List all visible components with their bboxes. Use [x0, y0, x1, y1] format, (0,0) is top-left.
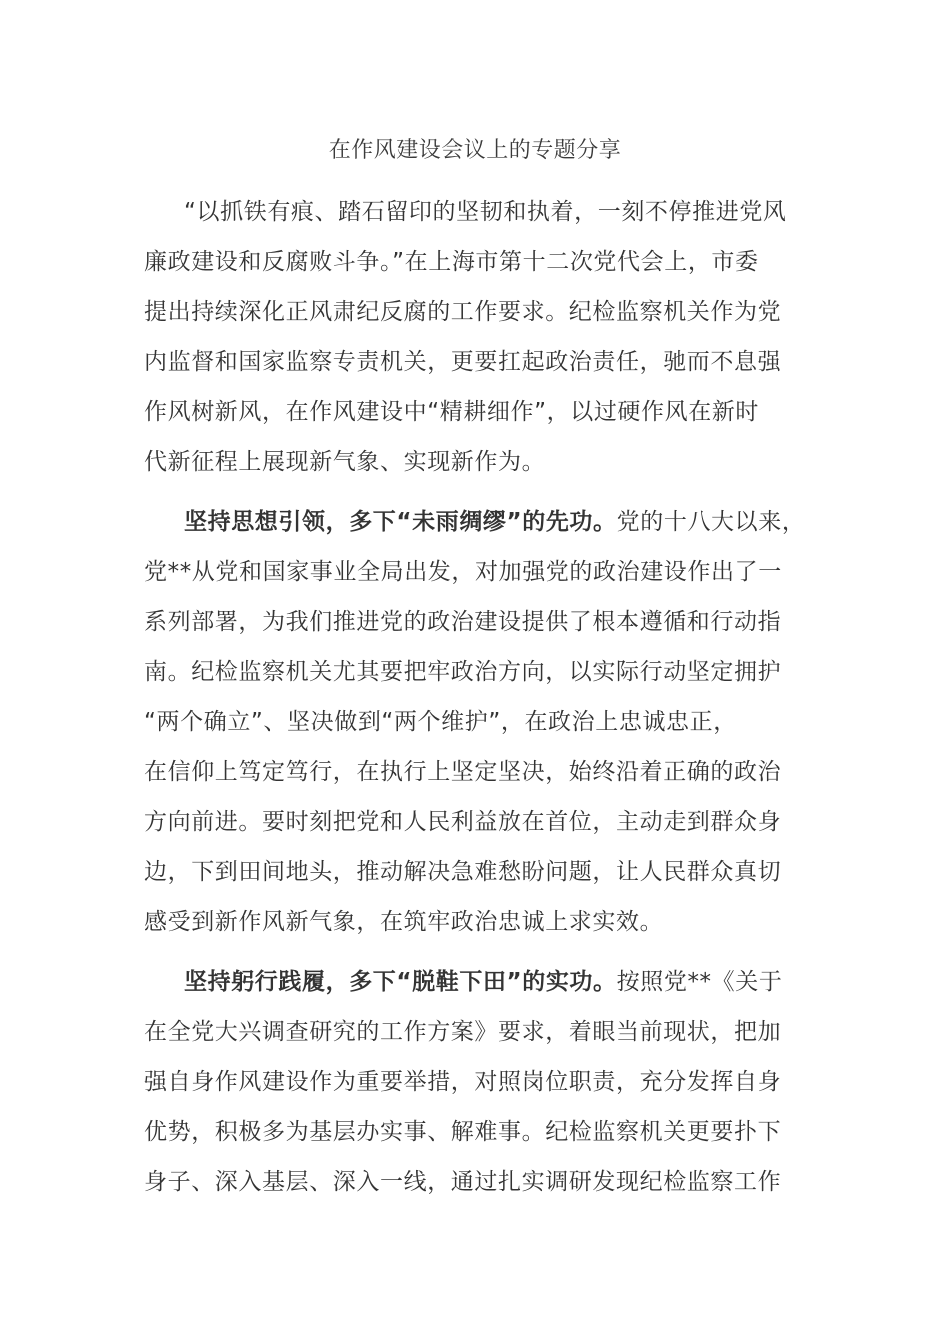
paragraph-first-line — [144, 497, 824, 547]
paragraph-intro — [144, 187, 824, 487]
paragraph-line-rest: 党的十八大以来， — [616, 509, 806, 535]
paragraph-line: 强自身作风建设作为重要举措，对照岗位职责，充分发挥自身 — [144, 1069, 782, 1095]
paragraph-line: 边，下到田间地头，推动解决急难愁盼问题，让人民群众真切 — [144, 859, 782, 885]
paragraph-line: 在信仰上笃定笃行，在执行上坚定坚决，始终沿着正确的政治 — [144, 759, 782, 785]
document-title: 在作风建设会议上的专题分享 — [328, 138, 622, 163]
paragraph-practice — [144, 957, 824, 1207]
paragraph-line: 廉政建设和反腐败斗争。”在上海市第十二次党代会上，市委 — [144, 249, 759, 275]
paragraph-ideological-guidance — [144, 497, 824, 947]
paragraph-line: 提出持续深化正风肃纪反腐的工作要求。纪检监察机关作为党 — [144, 299, 782, 325]
paragraph-line: 方向前进。要时刻把党和人民利益放在首位，主动走到群众身 — [144, 809, 782, 835]
paragraph-line: 党**从党和国家事业全局出发，对加强党的政治建设作出了一 — [144, 559, 782, 585]
paragraph-line: 系列部署，为我们推进党的政治建设提供了根本遵循和行动指 — [144, 609, 782, 635]
paragraph-line: 身子、深入基层、深入一线，通过扎实调研发现纪检监察工作 — [144, 1169, 782, 1195]
paragraph-line: 感受到新作风新气象，在筑牢政治忠诚上求实效。 — [144, 909, 664, 935]
paragraph-line: 内监督和国家监察专责机关，更要扛起政治责任，驰而不息强 — [144, 349, 782, 375]
paragraph-line: 作风树新风，在作风建设中“精耕细作”，以过硬作风在新时 — [144, 399, 760, 425]
section-heading: 坚持躬行践履，多下“脱鞋下田”的实功。 — [184, 969, 617, 995]
paragraph-line: 南。纪检监察机关尤其要把牢政治方向，以实际行动坚定拥护 — [144, 659, 782, 685]
paragraph-line: “以抓铁有痕、踏石留印的坚韧和执着，一刻不停推进党风 — [184, 199, 787, 225]
paragraph-first-line — [144, 957, 824, 1007]
paragraph-line: “两个确立”、坚决做到“两个维护”，在政治上忠诚忠正， — [144, 709, 737, 735]
paragraph-line: 优势，积极多为基层办实事、解难事。纪检监察机关更要扑下 — [144, 1119, 782, 1145]
paragraph-line: 在全党大兴调查研究的工作方案》要求，着眼当前现状，把加 — [144, 1019, 782, 1045]
paragraph-line: 代新征程上展现新气象、实现新作为。 — [144, 449, 546, 475]
paragraph-line-rest: 按照党**《关于 — [616, 969, 783, 995]
section-heading: 坚持思想引领，多下“未雨绸缪”的先功。 — [184, 509, 617, 535]
